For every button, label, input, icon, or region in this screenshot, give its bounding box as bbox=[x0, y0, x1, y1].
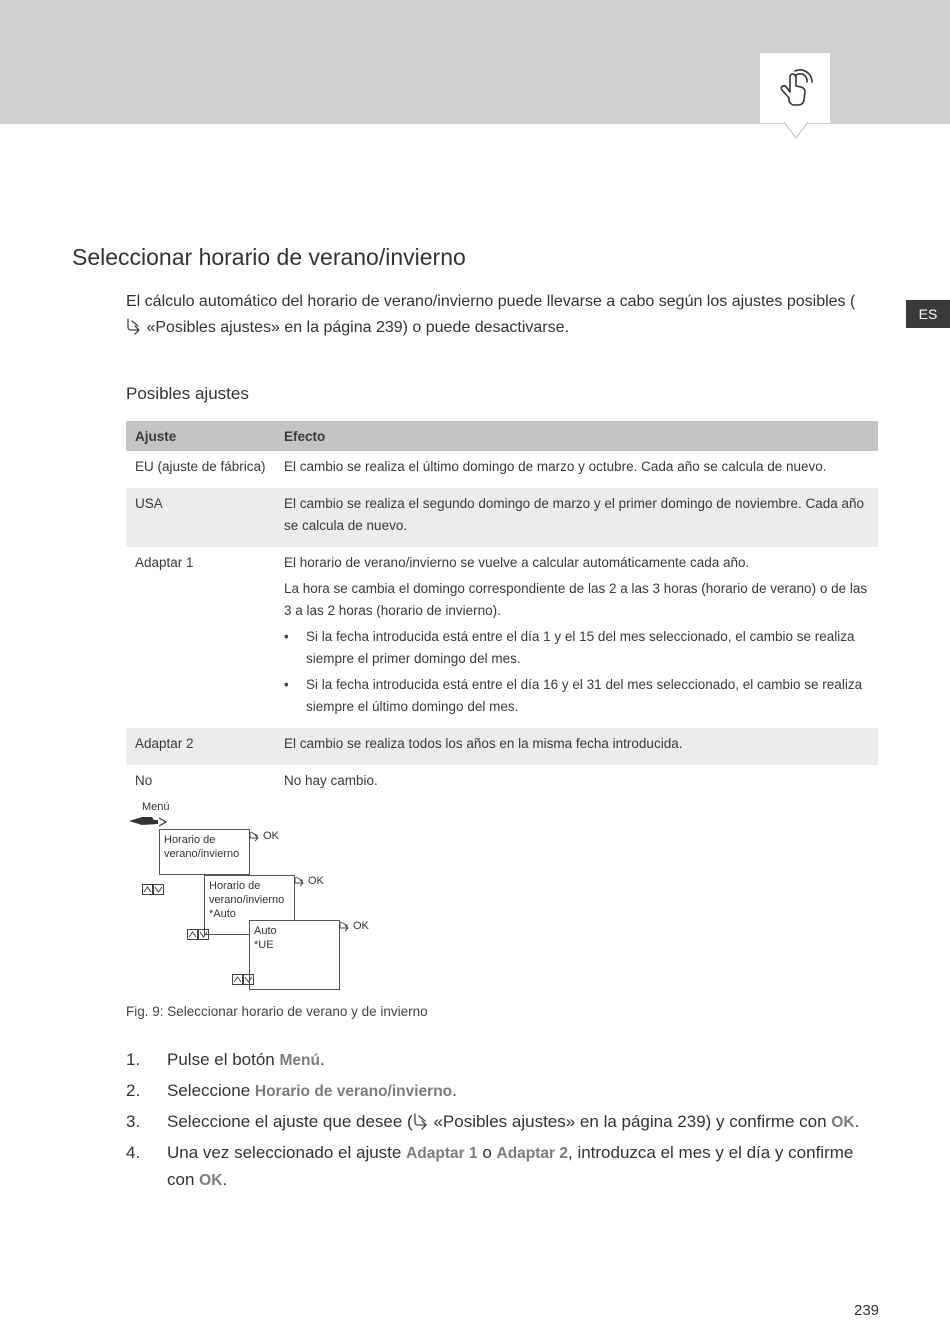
step-text: , introduzca el mes y el día y confirme con bbox=[167, 1143, 854, 1189]
effect-text: El horario de verano/invierno se vuelve a calcular automáticamente cada año. bbox=[284, 555, 750, 570]
setting-cell: EU (ajuste de fábrica) bbox=[135, 459, 266, 474]
ok-label: OK bbox=[308, 875, 324, 887]
up-down-keys-icon bbox=[232, 974, 256, 986]
step-keyword: OK bbox=[199, 1172, 223, 1189]
touch-hand-icon bbox=[760, 53, 830, 123]
step-keyword: OK bbox=[831, 1114, 855, 1131]
confirm-arrow-icon bbox=[293, 875, 307, 889]
table-row bbox=[126, 451, 878, 488]
effect-cell bbox=[275, 451, 878, 488]
cross-reference-icon bbox=[126, 317, 142, 335]
step-number: 4. bbox=[126, 1143, 141, 1162]
box-line: Horario de bbox=[164, 834, 216, 846]
page-title: Seleccionar horario de verano/invierno bbox=[72, 244, 466, 270]
step-number: 2. bbox=[126, 1081, 141, 1100]
page-number: 239 bbox=[854, 1302, 880, 1319]
step-text: Pulse el botón bbox=[167, 1050, 280, 1069]
step-text: Seleccione bbox=[167, 1081, 255, 1100]
intro-paragraph bbox=[126, 289, 866, 341]
screen-box-3-text bbox=[254, 924, 277, 952]
box-line: verano/invierno bbox=[209, 894, 285, 906]
effect-bullet-list bbox=[284, 626, 869, 718]
step-keyword: Menú bbox=[279, 1052, 320, 1069]
box-line: Horario de bbox=[209, 880, 261, 892]
settings-table bbox=[126, 421, 878, 802]
header-setting: Ajuste bbox=[126, 421, 275, 451]
step-item bbox=[126, 1109, 866, 1136]
box-line: *UE bbox=[254, 939, 274, 951]
effect-cell bbox=[275, 488, 878, 547]
effect-text: No hay cambio. bbox=[284, 773, 378, 788]
cross-reference-icon bbox=[413, 1112, 429, 1130]
table-row bbox=[126, 765, 878, 802]
confirm-arrow-icon bbox=[338, 920, 352, 934]
step-keyword: Adaptar 1 bbox=[406, 1145, 478, 1162]
setting-cell: Adaptar 2 bbox=[126, 728, 275, 765]
settings-subheading: Posibles ajustes bbox=[126, 384, 249, 403]
menu-label: Menú bbox=[142, 801, 170, 813]
language-tab: ES bbox=[906, 300, 950, 328]
effect-cell bbox=[275, 728, 878, 765]
setting-cell: Adaptar 1 bbox=[135, 555, 194, 570]
instruction-steps bbox=[126, 1047, 866, 1198]
step-item bbox=[126, 1078, 866, 1105]
screen-box-2-text bbox=[209, 879, 284, 921]
effect-text: La hora se cambia el domingo correspondiente de las 2 a las 3 horas (horario de verano) o de las 3 a las 2 horas (horario de invierno). bbox=[284, 581, 868, 618]
effect-cell bbox=[275, 765, 878, 802]
step-keyword: Adaptar 2 bbox=[496, 1145, 568, 1162]
table-row bbox=[126, 728, 878, 765]
up-down-keys-icon bbox=[142, 884, 166, 896]
box-line: verano/invierno bbox=[164, 848, 240, 860]
step-text: «Posibles ajustes» en la página 239) y confirme con bbox=[428, 1112, 832, 1131]
step-text: Una vez seleccionado el ajuste bbox=[167, 1143, 407, 1162]
screen-box-3 bbox=[249, 920, 340, 990]
effect-text: El cambio se realiza todos los años en la misma fecha introducida. bbox=[284, 736, 683, 751]
effect-text: El cambio se realiza el segundo domingo de marzo y el primer domingo de noviembre. Cada año se calcula de nuevo. bbox=[284, 496, 865, 533]
step-text: . bbox=[854, 1112, 860, 1131]
effect-bullet: • Si la fecha introducida está entre el día 1 y el 15 del mes seleccionado, el cambio se realiza siempre el primer domingo del mes. bbox=[306, 626, 869, 670]
step-number: 3. bbox=[126, 1112, 141, 1131]
effect-bullet: • Si la fecha introducida está entre el día 16 y el 31 del mes seleccionado, el cambio se realiza siempre el último domingo del mes. bbox=[306, 674, 869, 718]
effect-cell bbox=[275, 547, 878, 728]
confirm-arrow-icon bbox=[248, 830, 262, 844]
screen-box-1-text bbox=[164, 833, 239, 861]
ok-label: OK bbox=[353, 920, 369, 932]
effect-text: El cambio se realiza el último domingo de marzo y octubre. Cada año se calcula de nuevo. bbox=[284, 459, 827, 474]
setting-cell: USA bbox=[126, 488, 275, 547]
screen-box-1 bbox=[159, 829, 250, 875]
step-text: Seleccione el ajuste que desee ( bbox=[167, 1112, 413, 1131]
step-keyword: Horario de verano/invierno bbox=[254, 1083, 453, 1100]
step-text: . bbox=[452, 1081, 457, 1100]
step-number: 1. bbox=[126, 1050, 141, 1069]
intro-text-start: El cálculo automático del horario de verano/invierno puede llevarse a cabo según los ajustes posibles ( bbox=[126, 293, 856, 310]
intro-text-end: «Posibles ajustes» en la página 239) o puede desactivarse. bbox=[142, 319, 569, 336]
step-text: . bbox=[222, 1170, 228, 1189]
menu-navigation-diagram bbox=[128, 798, 408, 998]
up-down-keys-icon bbox=[187, 929, 211, 941]
step-text: o bbox=[477, 1143, 497, 1162]
table-row bbox=[126, 488, 878, 547]
ok-label: OK bbox=[263, 830, 279, 842]
step-text: . bbox=[319, 1050, 325, 1069]
figure-caption: Fig. 9: Seleccionar horario de verano y de invierno bbox=[126, 1004, 428, 1019]
step-item bbox=[126, 1140, 866, 1194]
box-line: *Auto bbox=[209, 908, 236, 920]
table-row bbox=[126, 547, 878, 728]
box-line: Auto bbox=[254, 925, 277, 937]
pointing-hand-icon bbox=[128, 812, 168, 830]
callout-pointer bbox=[784, 122, 808, 140]
table-header-row bbox=[126, 421, 878, 451]
setting-cell: No bbox=[135, 773, 153, 788]
step-item bbox=[126, 1047, 866, 1074]
header-effect: Efecto bbox=[275, 421, 878, 451]
